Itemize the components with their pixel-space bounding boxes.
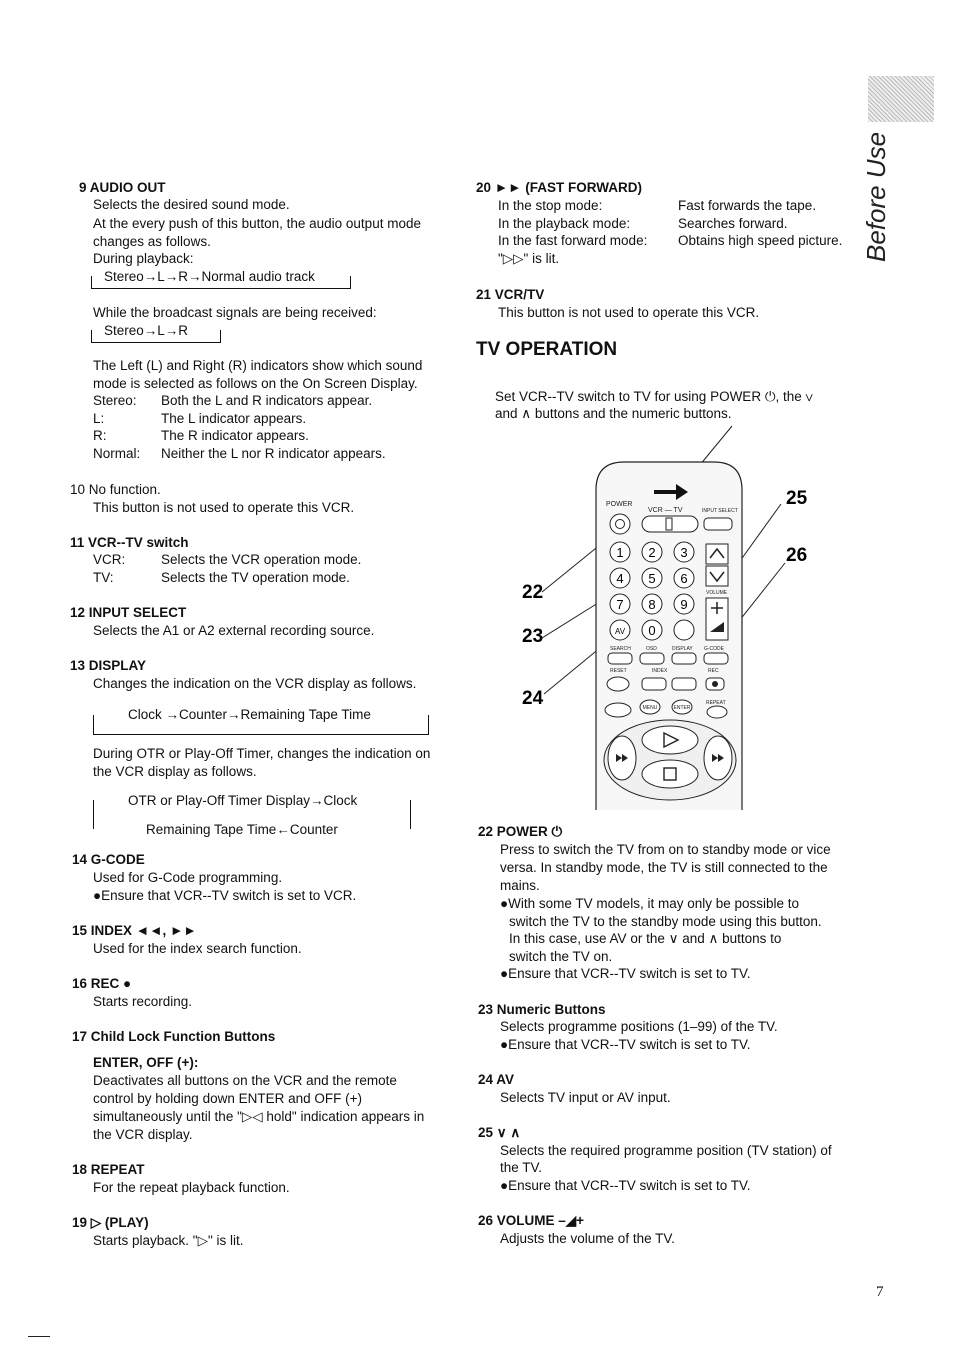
vcr-tv-switch-knob — [666, 518, 672, 530]
section-17-title: 17 Child Lock Function Buttons — [72, 1029, 276, 1044]
tv-operation-heading: TV OPERATION — [476, 339, 618, 360]
dash-button — [674, 620, 694, 640]
digit-label: 3 — [680, 545, 688, 560]
section-25-title: 25 ∨ ∧ — [478, 1125, 521, 1140]
digit-label: 9 — [680, 597, 688, 612]
section-23-title: 23 Numeric Buttons — [478, 1002, 606, 1017]
reset-button — [607, 677, 629, 691]
side-tab-shading — [868, 76, 934, 122]
section-14-title: 14 G-CODE — [72, 852, 145, 867]
section-21-line: This button is not used to operate this VCR. — [498, 305, 760, 320]
channel-down-button — [706, 566, 728, 586]
digit-label: 8 — [648, 597, 656, 612]
section-24-title: 24 AV — [478, 1072, 515, 1087]
ff-row: In the fast forward mode: Obtains high speed picture. — [498, 233, 843, 249]
section-13-title: 13 DISPLAY — [70, 658, 147, 673]
section-23-line: Selects programme positions (1–99) of the TV. — [500, 1019, 778, 1034]
section-18-line: For the repeat playback function. — [93, 1180, 290, 1195]
flow-loop-line — [91, 276, 351, 289]
section-22-title: 22 POWER ⏻ — [478, 824, 563, 839]
section-9-line: At the every push of this button, the audio output mode — [93, 216, 421, 231]
label-power: POWER — [606, 501, 633, 508]
section-18-title: 18 REPEAT — [72, 1162, 145, 1177]
ff-row: In the stop mode: Fast forwards the tape. — [498, 198, 817, 213]
digit-label: 1 — [616, 545, 624, 560]
indicator-table — [93, 392, 386, 462]
section-26-title: 26 VOLUME –◢+ — [478, 1213, 585, 1228]
ff-table — [498, 197, 842, 250]
mode-row: TV: Selects the TV operation mode. — [93, 569, 350, 585]
section-25-line: ●Ensure that VCR--TV switch is set to TV. — [500, 1178, 751, 1193]
section-9-line: During playback: — [93, 251, 194, 266]
osd-button — [640, 653, 664, 664]
section-20-line: "▷▷" is lit. — [498, 251, 560, 266]
section-16-line: Starts recording. — [93, 994, 193, 1009]
digit-label: 2 — [648, 545, 656, 560]
section-15-line: Used for the index search function. — [93, 941, 302, 956]
section-12-line: Selects the A1 or A2 external recording source. — [93, 623, 375, 638]
section-9-line: While the broadcast signals are being received: — [93, 305, 377, 320]
indicator-row: Normal: Neither the L nor R indicator appears. — [93, 445, 386, 461]
section-9-line: The Left (L) and Right (R) indicators show which sound — [93, 358, 423, 373]
section-12-title: 12 INPUT SELECT — [70, 605, 187, 620]
record-dot-icon — [712, 681, 718, 687]
index-next-button — [672, 678, 696, 690]
power-button — [610, 514, 630, 534]
section-10-title: 10 No function. — [70, 482, 161, 497]
section-15-title: 15 INDEX ◄◄, ►► — [72, 923, 197, 938]
label-input-select: INPUT SELECT — [702, 508, 738, 514]
section-22-line: ●With some TV models, it may only be possible to — [500, 896, 800, 911]
digit-label: 6 — [680, 571, 688, 586]
section-19-line: Starts playback. "▷" is lit. — [93, 1233, 244, 1248]
vcr-tv-table — [93, 551, 361, 586]
section-20-title: 20 ►► (FAST FORWARD) — [476, 180, 642, 195]
mode-row: VCR: Selects the VCR operation mode. — [93, 552, 362, 567]
section-13-line: During OTR or Play-Off Timer, changes the indication on — [93, 746, 431, 761]
section-13-line: Changes the indication on the VCR display as follows. — [93, 676, 417, 691]
section-17-line: the VCR display. — [93, 1127, 193, 1142]
label-menu: MENU — [642, 705, 658, 711]
label-index: INDEX — [652, 668, 668, 674]
flow-loop-line — [91, 330, 221, 343]
indicator-row: R: The R indicator appears. — [93, 428, 309, 444]
section-9-line: Selects the desired sound mode. — [93, 197, 290, 212]
callout-22: 22 — [522, 582, 544, 603]
side-tab-label: Before Use — [861, 131, 891, 262]
section-17-line: simultaneously until the "▷◁ hold" indication appears in — [93, 1109, 425, 1124]
label-volume: VOLUME — [706, 590, 728, 596]
gcode-button — [704, 653, 728, 664]
ff-row: In the playback mode: Searches forward. — [498, 215, 788, 231]
callout-23: 23 — [522, 626, 544, 647]
label-osd: OSD — [646, 646, 657, 652]
channel-up-button — [706, 544, 728, 564]
digit-label: 5 — [648, 571, 656, 586]
section-14-line: ●Ensure that VCR--TV switch is set to VCR. — [93, 888, 357, 903]
label-display: DISPLAY — [672, 646, 693, 652]
av-label: AV — [614, 627, 626, 636]
flow-loop-line — [93, 800, 411, 829]
audio-flow-broadcast: Stereo→L→R — [104, 323, 189, 338]
remote-control-illustration — [500, 420, 830, 820]
section-22-line: switch the TV to the standby mode using this button. — [509, 914, 822, 929]
section-16-title: 16 REC ● — [72, 976, 132, 991]
callout-24: 24 — [522, 688, 544, 709]
play-button — [642, 726, 698, 754]
label-vcr-tv: VCR — TV — [648, 507, 683, 514]
indicator-row: Stereo: Both the L and R indicators appear. — [93, 393, 373, 408]
section-22-line: mains. — [500, 878, 540, 893]
display-button — [672, 653, 696, 664]
indicator-row: L: The L indicator appears. — [93, 410, 307, 426]
section-22-line: In this case, use AV or the ∨ and ∧ buttons to — [509, 931, 782, 946]
audio-flow-playback: Stereo→L→R→Normal audio track — [104, 269, 315, 284]
section-25-line: the TV. — [500, 1160, 543, 1175]
section-19-title: 19 ▷ (PLAY) — [72, 1215, 149, 1230]
digit-label: 4 — [616, 571, 624, 586]
label-search: SEARCH — [610, 646, 631, 652]
tv-intro-line: and ∧ buttons and the numeric buttons. — [495, 406, 732, 421]
section-17-line: control by holding down ENTER and OFF (+) — [93, 1091, 362, 1106]
footer-rule — [28, 1336, 50, 1337]
label-rec: REC — [708, 668, 719, 674]
section-24-line: Selects TV input or AV input. — [500, 1090, 671, 1105]
section-22-line: Press to switch the TV from on to standby mode or vice — [500, 842, 831, 857]
section-17-subtitle: ENTER, OFF (+): — [93, 1055, 199, 1070]
index-prev-button — [642, 678, 666, 690]
label-enter: ENTER — [673, 705, 691, 711]
section-26-line: Adjusts the volume of the TV. — [500, 1231, 675, 1246]
label-gcode: G-CODE — [704, 646, 724, 652]
section-9-line: changes as follows. — [93, 234, 211, 249]
display-flow: Clock →Counter→Remaining Tape Time — [128, 707, 371, 722]
section-21-title: 21 VCR/TV — [476, 287, 545, 302]
section-9-line: mode is selected as follows on the On Screen Display. — [93, 376, 418, 391]
flow-loop-line — [93, 715, 429, 735]
section-9-title: 9 AUDIO OUT — [79, 180, 166, 195]
otr-flow-bottom: Remaining Tape Time←Counter — [146, 822, 338, 837]
section-17-line: Deactivates all buttons on the VCR and the remote — [93, 1073, 397, 1088]
tv-intro-line: Set VCR--TV switch to TV for using POWER ⏻, the ∨ — [495, 389, 814, 404]
page-number: 7 — [876, 1284, 884, 1300]
section-22-line: switch the TV on. — [509, 949, 613, 964]
digit-label: 7 — [616, 597, 624, 612]
digit-label: 0 — [648, 623, 656, 638]
search-button — [608, 653, 632, 664]
section-25-line: Selects the required programme position (TV station) of — [500, 1143, 832, 1158]
section-22-line: versa. In standby mode, the TV is still connected to the — [500, 860, 828, 875]
av-small-button — [605, 703, 631, 717]
section-14-line: Used for G-Code programming. — [93, 870, 283, 885]
section-10-line: This button is not used to operate this VCR. — [93, 500, 355, 515]
callout-25: 25 — [786, 488, 808, 509]
section-23-line: ●Ensure that VCR--TV switch is set to TV. — [500, 1037, 751, 1052]
input-select-button — [704, 518, 732, 530]
section-22-line: ●Ensure that VCR--TV switch is set to TV. — [500, 966, 751, 981]
repeat-button — [707, 706, 727, 718]
stop-button — [642, 760, 698, 788]
section-11-title: 11 VCR--TV switch — [70, 535, 189, 550]
otr-flow-top: OTR or Play-Off Timer Display→Clock — [128, 793, 358, 808]
section-13-line: the VCR display as follows. — [93, 764, 257, 779]
label-reset: RESET — [610, 668, 627, 674]
callout-26: 26 — [786, 545, 808, 566]
label-repeat: REPEAT — [706, 700, 726, 706]
